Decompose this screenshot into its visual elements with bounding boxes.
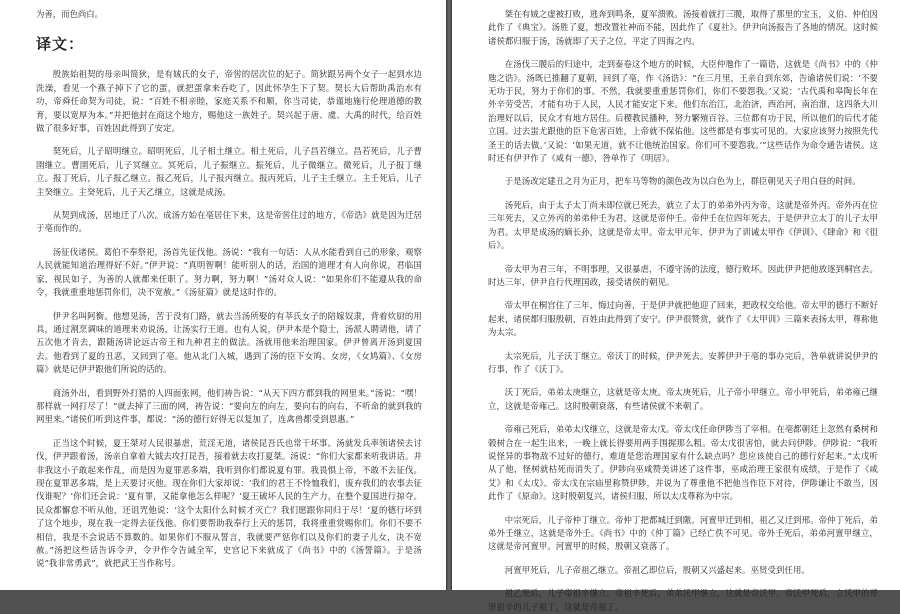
paragraph: 帝太甲为君三年，不明事理，又很暴虐，不遵守汤的法度，德行败坏。因此伊尹把他放逐到桐宫去。时达三年，伊尹自行代理国政，接受诸侯的朝见。: [488, 263, 878, 287]
paragraph: 桀在有娀之虚被打败，逃奔到鸣条，夏军溃败。汤接着就打三朡，取得了那里的宝玉，义伯、仲伯因此作了《典宝》。汤胜了夏，想改置社神而不能，因此作了《夏社》。伊尹向汤报告了各地的情况。这时候诸侯都归服于汤，汤就即了天子之位，平定了四海之内。: [488, 9, 878, 46]
paragraph: 帝雍己死后，弟弟太戊继立，这就是帝太戊。帝太戊任命伊陟当了宰相。在亳都朝廷上忽然有桑树和榖树合在一起生出来，一晚上就长得要用两手围握那么粗。帝太戊很害怕，就去问伊陟。伊陟说：“我听说怪异的事物敌不过好的德行，难道是您治理国家有什么缺点吗？您应该使自己的德行好起来。”太戊听从了他，怪树就枯死而消失了。伊陟向巫咸赞美讲述了这件事，巫咸治理王家很有成绩，于是作了《咸艾》和《太戊》。帝太戊在宗庙里称赞伊陟，并说为了尊重他不把他当作臣下对待，伊陟谦让不敢当，因此作了《原命》。这时殷朝复兴，诸侯归服，所以太戊尊称为中宗。: [488, 424, 878, 502]
paragraph: 帝太甲在桐宫住了三年，悔过向善，于是伊尹就把他迎了回来，把政权交给他。帝太甲的德行不断好起来，诸侯都归服殷朝，百姓由此得到了安宁。伊尹很赞赏，就作了《太甲训》三篇来表扬太甲，尊称他为太宗。: [488, 300, 878, 338]
top-line: 为善，而色尚白。: [36, 9, 103, 19]
paragraph: 殷族始祖契的母亲叫简狄，是有娀氏的女子，帝喾的居次位的妃子。简狄跟另两个女子一起到水边洗澡，看见一个燕子掉下了它的蛋，就把蛋拿来吞吃了，因此怀孕生下了契。契长大后帮助禹治水有功，帝舜任命契为司徒，说：“百姓不相亲睦，家庭关系不和顺，你当司徒，恭谨地施行伦理道德的教育，要以宽厚为本。”并把他封在商这个地方，赐他这一族姓子。契兴起于唐、虞、大禹的时代，给百姓做了很多好事，百姓因此得到了安定。: [36, 69, 422, 134]
paragraph: 正当这个时候，夏王桀对人民很暴虐，荒淫无道，诸侯昆吾氏也常干坏事。汤就发兵率领诸侯去讨伐，伊尹跟着汤，汤亲自拿着大钺去攻打昆吾，接着就去攻打夏桀。汤说：“你们大家都来听我讲话。并非我这小子敢起来作乱，而是因为夏罪恶多端，我听到你们都说夏有罪。我畏惧上帝，不敢不去征伐。现在夏罪恶多端，是上天要讨灭他。现在你们大家却说：‘我们的君王不怜恤我们，废弃我们的农事去征伐谁呢？’你们还会说：‘夏有罪，又能拿他怎么样呢？’夏王破坏人民的生产力，在整个夏国进行掠夺。民众都懈怠不听从他，还诅咒他说：‘这个太阳什么时候才灭亡？我们愿跟你同归于尽！’夏的德行坏到了这个地步，现在我一定得去征伐他。你们要帮助我奉行上天的惩罚，我将重重赏赐你们。你们不要不相信，我是不会说话不算数的。如果你们不服从誓言，我就要严惩你们以及你们的妻子儿女，决不宽赦。”汤把这些话告诉令尹，令尹作令告诫全军，史官记下来就成了《尚书》中的《汤誓篇》。于是汤说“我非常勇武”，就把武王当作称号。: [36, 437, 422, 569]
paragraph: 商汤外出，看到野外打猎的人四面张网，他们祷告说：“从天下四方都到我的网里来。”汤说：“嘿！那样就一网打尽了！”就去掉了三面的网，祷告说：“要向左的向左，要向右的向右，不听命的就到我的网里来。”诸侯们听到这件事，都说：“汤的德行好得无以复加了，连禽兽都受到恩惠。”: [36, 387, 422, 425]
paragraph: 祖乙死后，儿子帝祖辛继立。帝祖辛死后，弟弟沃甲继立，这就是帝沃甲。帝沃甲死后，立沃甲的哥哥祖辛的儿子祖丁，这就是帝祖丁。: [488, 588, 878, 612]
paragraph: 汤征伐诸侯。葛伯不奉祭祀，汤首先征伐他。汤说：“我有一句话：人从水能看到自己的形象，观察人民就能知道治理得好不好。”伊尹说：“真明智啊！能听别人的话，治国的道理才有人向你说，君临国家，视民如子，为善的人就都来任职了。努力啊，努力啊！”汤对众人说：“如果你们不能遵从我的命令，我就重重地惩罚你们，决不宽赦。”《汤征篇》就是这时作的。: [36, 246, 422, 298]
paragraph: 在汤伐三朡后的归途中，走到泰卷这个地方的时候，大臣仲虺作了一篇诰，这就是《尚书》中的《仲虺之诰》。汤既已推翻了夏朝，回到了亳，作《汤诰》：“在三月里，王亲自到东郊，告谕诸侯们说：‘不要无功于民，努力于你们的事。不然，我就要重重惩罚你们，你们不要怨我。’又说：‘古代禹和皋陶长年在外辛劳受苦，才能有功于人民，人民才能安定下来。他们东治江，北治济，西治河，南治淮，这四条大川治理好以后，民众才有地方居住。后稷教民播种，努力繁殖百谷。三位都有功于民，所以他们的后代才能立国。过去蚩尤跟他的臣下危害百姓，上帝就不保佑他。这些都是有事实可见的。大家应该努力按照先代圣王的话去做。’又说：‘如果无道，就不让他统治国家。你们可不要怨我。’”这些话作为命令通告诸侯。这时还有伊尹作了《咸有一德》，咎单作了《明居》。: [488, 59, 878, 164]
paragraph: 从契到成汤，居地迁了八次。成汤方始在亳居住下来，这是帝喾住过的地方，《帝诰》就是因为迁居于亳而作的。: [36, 210, 422, 234]
section-heading: 译文：: [36, 35, 85, 54]
paragraph: 太宗死后，儿子沃丁继立。帝沃丁的时候，伊尹死去。安葬伊尹于亳的事办完后，咎单就讲说伊尹的行事，作了《沃丁》。: [488, 350, 878, 374]
paragraph: 河亶甲死后，儿子帝祖乙继立。帝祖乙即位后，殷朝又兴盛起来。巫贤受到任用。: [504, 564, 810, 575]
paragraph: 于是汤改定建丑之月为正月，把车马等物的颜色改为以白色为上，群臣朝见天子用白昼的时间。: [504, 176, 861, 187]
paragraph: 伊尹名叫阿衡。他想见汤，苦于没有门路，就去当汤所娶的有莘氏女子的陪嫁奴隶，背着炊厨的用具，通过割烹调味的道理来劝说汤，让汤实行王道。也有人说，伊尹本是个隐士，汤派人聘请他，请了五次他才肯去，跟随汤讲论远古帝王和九种君主的做法。汤就用他来治理国家。伊尹曾离开汤到夏国去。他看到了夏的丑恶，又回到了亳。他从北门入城，遇到了汤的臣下女鸠、女房，《女鸠篇》、《女房篇》就是记伊尹跟他们所说的话的。: [36, 310, 422, 375]
paragraph: 汤死后，由于太子太丁尚未即位就已死去，就立了太丁的弟弟外丙为帝，这就是帝外丙。帝外丙在位三年死去，又立外丙的弟弟仲壬为君，这就是帝仲壬。帝仲壬在位四年死去，于是伊尹立太丁的儿子太甲为君。太甲是成汤的嫡长孙，这就是帝太甲。帝太甲元年，伊尹为了训诫太甲作《伊训》、《肆命》和《徂后》。: [488, 199, 878, 251]
paragraph: 中宗死后，儿子帝仲丁继立。帝仲丁把都城迁到隞。河亶甲迁到相，祖乙又迁到邢。帝仲丁死后，弟弟外壬继立，这就是帝外壬。《尚书》中的《仲丁篇》已经亡佚不可见。帝外壬死后，弟弟河亶甲继立，这就是帝河亶甲。河亶甲的时候，殷朝又衰落了。: [488, 514, 878, 552]
paragraph: 沃丁死后，弟弟太庚继立，这就是帝太庚。帝太庚死后，儿子帝小甲继立。帝小甲死后，弟弟雍己继立，这就是帝雍己。这时殷朝衰落，有些诸侯就不来朝了。: [488, 387, 878, 411]
paragraph: 契死后，儿子昭明继立。昭明死后，儿子相土继立。相土死后，儿子昌若继立。昌若死后，儿子曹圉继立。曹圉死后，儿子冥继立。冥死后，儿子振继立。振死后，儿子微继立。微死后，儿子报丁继立。报丁死后，儿子报乙继立。报乙死后，儿子报丙继立。报丙死后，儿子主壬继立。主壬死后，儿子主癸继立。主癸死后，儿子天乙继立，这就是成汤。: [36, 146, 422, 197]
right-page: [452, 0, 900, 612]
left-page: [0, 0, 446, 590]
